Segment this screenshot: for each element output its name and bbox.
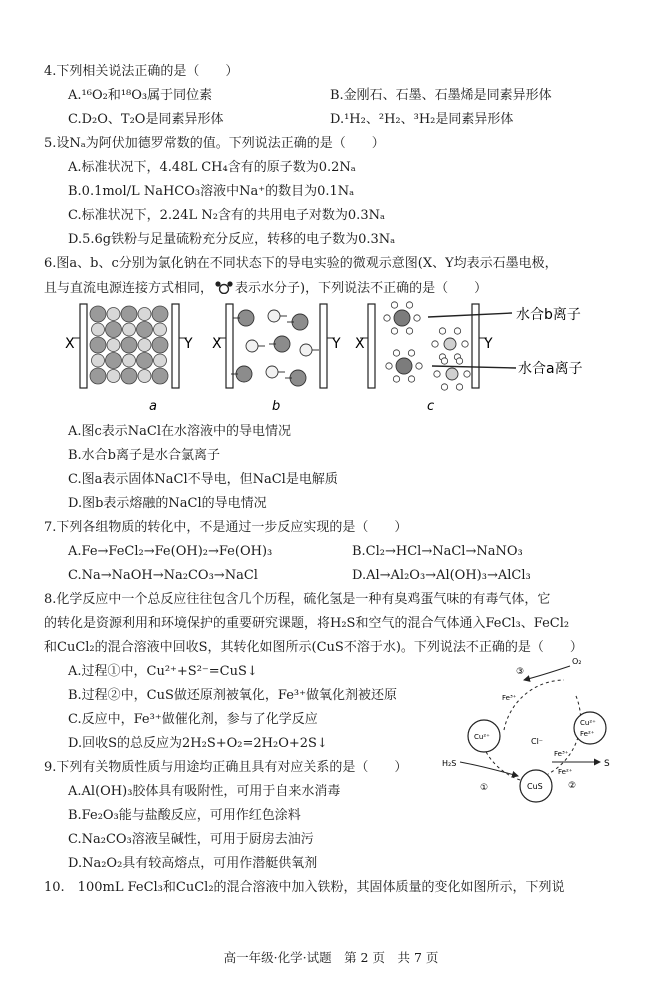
- electrode-y-label-b: Y: [332, 336, 341, 352]
- lattice-ion-large: [152, 337, 168, 353]
- q4-option-d: D.¹H₂、²H₂、³H₂是同素异形体: [330, 112, 514, 127]
- mobile-ion-small: [268, 310, 280, 322]
- q6-option-d: D.图b表示熔融的NaCl的导电情况: [68, 496, 267, 511]
- q5-option-d: D.5.6g铁粉与足量硫粉充分反应，转移的电子数为0.3Nₐ: [68, 232, 396, 247]
- q6-stem-line1: 6.图a、b、c分别为氯化钠在不同状态下的导电实验的微观示意图(X、Y均表示石墨电极，: [44, 256, 558, 271]
- q7-option-c: C.Na→NaOH→Na₂CO₃→NaCl: [68, 568, 258, 583]
- lattice-ion-large: [121, 337, 137, 353]
- lattice-ion-small: [138, 370, 151, 383]
- q6-option-a: A.图c表示NaCl在水溶液中的导电情况: [68, 424, 292, 439]
- h2s-arrow: [460, 762, 518, 776]
- mobile-ion-large: [274, 336, 290, 352]
- lattice-ion-large: [106, 353, 122, 369]
- q9-option-c: C.Na₂CO₃溶液呈碱性，可用于厨房去油污: [68, 832, 314, 847]
- cycle-arc-top: [504, 680, 564, 730]
- q9-option-b: B.Fe₂O₃能与盐酸反应，可用作红色涂料: [68, 808, 301, 823]
- hydrated-a-pointer: [432, 366, 516, 368]
- q6-stem-line2: [44, 280, 487, 297]
- water-molecule: [432, 341, 438, 347]
- water-molecule: [439, 328, 445, 334]
- q4-option-c: C.D₂O、T₂O是同素异形体: [68, 112, 224, 127]
- mobile-ion-large: [292, 314, 308, 330]
- water-molecule: [441, 358, 447, 364]
- q7-stem: 7.下列各组物质的转化中，不是通过一步反应实现的是（ ）: [44, 520, 408, 535]
- water-molecule: [464, 371, 470, 377]
- lattice-ion-large: [137, 322, 153, 338]
- figure-b: [218, 304, 335, 388]
- q5-option-b: B.0.1mol/L NaHCO₃溶液中Na⁺的数目为0.1Nₐ: [68, 184, 355, 199]
- q8-option-a: A.过程①中，Cu²⁺+S²⁻=CuS↓: [68, 664, 258, 679]
- q8-option-c: C.反应中，Fe³⁺做催化剂，参与了化学反应: [68, 712, 318, 727]
- electrode-y-label-a: Y: [184, 336, 193, 352]
- s-label: S: [604, 759, 610, 769]
- fe2-bottom-label: Fe²⁺: [558, 768, 573, 776]
- q5-option-c: C.标准状况下，2.24L N₂含有的共用电子对数为0.3Nₐ: [68, 208, 385, 223]
- water-molecule: [393, 350, 399, 356]
- cu-fe-ion-node: [574, 712, 606, 744]
- lattice-ion-small: [138, 308, 151, 321]
- q8-option-b: B.过程②中，CuS做还原剂被氧化，Fe³⁺做氧化剂被还原: [68, 688, 397, 703]
- mobile-ion-small: [246, 340, 258, 352]
- electrode-x-label-b: X: [212, 336, 222, 352]
- lattice-ion-large: [90, 306, 106, 322]
- electrode-right: [320, 304, 327, 388]
- hydrated-b-pointer: [428, 313, 512, 317]
- lattice-ion-small: [154, 323, 167, 336]
- lattice-ion-large: [137, 353, 153, 369]
- q9-stem: 9.下列有关物质性质与用途均正确且具有对应关系的是（ ）: [44, 760, 408, 775]
- lattice-ion-small: [107, 308, 120, 321]
- electrode-right: [472, 304, 479, 388]
- q8-option-d: D.回收S的总反应为2H₂S+O₂=2H₂O+2S↓: [68, 736, 328, 751]
- q6-option-b: B.水合b离子是水合氯离子: [68, 448, 221, 463]
- water-molecule: [391, 302, 397, 308]
- electrode-left: [368, 304, 375, 388]
- water-molecule: [456, 358, 462, 364]
- q10-stem: 10. 100mL FeCl₃和CuCl₂的混合溶液中加入铁粉，其固体质量的变化如图所示，下列说: [44, 880, 565, 895]
- lattice-ion-large: [152, 306, 168, 322]
- lattice-ion-small: [123, 354, 136, 367]
- mobile-ion-small: [300, 344, 312, 356]
- water-molecule: [408, 376, 414, 382]
- electrode-left: [80, 304, 87, 388]
- water-molecule: [441, 384, 447, 390]
- q5-stem: 5.设Nₐ为阿伏加德罗常数的值。下列说法正确的是（ ）: [44, 136, 385, 151]
- water-molecule: [456, 384, 462, 390]
- hydrated-b-label: 水合b离子: [516, 307, 581, 323]
- cl-label: Cl⁻: [531, 737, 544, 746]
- lattice-ion-small: [154, 354, 167, 367]
- figure-a: [72, 304, 187, 388]
- water-molecule: [386, 363, 392, 369]
- hydrated-ion-core: [444, 338, 456, 350]
- o2-arrow: [524, 666, 570, 680]
- lattice-ion-small: [138, 339, 151, 352]
- water-molecule: [408, 350, 414, 356]
- mobile-ion-large: [238, 310, 254, 326]
- hydrated-ion-core: [396, 358, 412, 374]
- h2s-label: H₂S: [442, 759, 457, 768]
- lattice-ion-large: [90, 368, 106, 384]
- lattice-ion-small: [107, 370, 120, 383]
- lattice-ion-large: [121, 368, 137, 384]
- lattice-ion-small: [123, 323, 136, 336]
- q7-option-d: D.Al→Al₂O₃→Al(OH)₃→AlCl₃: [352, 568, 531, 583]
- h2s-conversion-cycle-diagram: [440, 656, 640, 806]
- lattice-ion-large: [90, 337, 106, 353]
- electrode-x-label-a: X: [65, 336, 75, 352]
- page-footer: 高一年级·化学·试题 第 2 页 共 7 页: [223, 950, 439, 965]
- q9-option-a: A.Al(OH)₃胶体具有吸附性，可用于自来水消毒: [68, 784, 341, 799]
- fe3-bottom-label: Fe³⁺: [554, 750, 569, 758]
- lattice-ion-small: [92, 323, 105, 336]
- q6-stem-part1: 且与直流电源连接方式相同，: [44, 281, 214, 296]
- step1-label: ①: [480, 783, 489, 793]
- water-molecule: [416, 363, 422, 369]
- q4-option-b: B.金刚石、石墨、石墨烯是同素异形体: [330, 88, 552, 103]
- q7-option-b: B.Cl₂→HCl→NaCl→NaNO₃: [352, 544, 523, 559]
- fe3-top-label: Fe³⁺: [502, 694, 517, 702]
- water-molecule: [406, 302, 412, 308]
- nacl-conduction-diagram: [60, 300, 620, 418]
- q9-option-d: D.Na₂O₂具有较高熔点，可用作潜艇供氧剂: [68, 856, 318, 871]
- mobile-ion-large: [236, 366, 252, 382]
- electrode-y-label-c: Y: [484, 336, 493, 352]
- q7-option-a: A.Fe→FeCl₂→Fe(OH)₂→Fe(OH)₃: [68, 544, 273, 559]
- water-molecule: [462, 341, 468, 347]
- q8-stem-line3: 和CuCl₂的混合溶液中回收S，其转化如图所示(CuS不溶于水)。下列说法不正确的是（ ）: [44, 640, 583, 655]
- q4-stem: 4.下列相关说法正确的是（ ）: [44, 64, 239, 79]
- lattice-ion-large: [152, 368, 168, 384]
- o2-label: O₂: [572, 657, 582, 666]
- electrode-right: [172, 304, 179, 388]
- hydrated-ion-core: [446, 368, 458, 380]
- lattice-ion-small: [92, 354, 105, 367]
- water-molecule-icon: [213, 280, 235, 294]
- electrode-left: [226, 304, 233, 388]
- water-molecule: [414, 315, 420, 321]
- lattice-ion-large: [121, 306, 137, 322]
- q6-stem-part2: 表示水分子)，下列说法不正确的是（ ）: [235, 281, 488, 296]
- q4-option-a: A.¹⁶O₂和¹⁸O₃属于同位素: [68, 88, 213, 103]
- q5-option-a: A.标准状况下，4.48L CH₄含有的原子数为0.2Nₐ: [68, 160, 356, 175]
- q6-option-c: C.图a表示固体NaCl不导电，但NaCl是电解质: [68, 472, 338, 487]
- water-molecule: [391, 328, 397, 334]
- mobile-ion-large: [290, 370, 306, 386]
- water-molecule: [454, 328, 460, 334]
- figure-b-caption: b: [272, 399, 281, 414]
- water-molecule: [393, 376, 399, 382]
- lattice-ion-large: [106, 322, 122, 338]
- water-molecule: [384, 315, 390, 321]
- electrode-x-label-c: X: [355, 336, 365, 352]
- figure-c-caption: c: [427, 399, 435, 414]
- hydrated-a-label: 水合a离子: [518, 361, 583, 377]
- hydrated-ion-core: [394, 310, 410, 326]
- cu2-left-label: Cu²⁺: [474, 733, 490, 741]
- figure-a-caption: a: [149, 399, 157, 414]
- step2-label: ②: [568, 781, 577, 791]
- water-molecule: [434, 371, 440, 377]
- q8-stem-line2: 的转化是资源利用和环境保护的重要研究课题，将H₂S和空气的混合气体通入FeCl₃、FeCl₂: [44, 616, 570, 631]
- cus-label: CuS: [527, 782, 543, 791]
- cu2-right-label: Cu²⁺: [580, 719, 596, 727]
- mobile-ion-small: [266, 366, 278, 378]
- q8-stem-line1: 8.化学反应中一个总反应往往包含几个历程，硫化氢是一种有臭鸡蛋气味的有毒气体，它: [44, 592, 551, 607]
- step3-label: ③: [516, 667, 525, 677]
- lattice-ion-small: [107, 339, 120, 352]
- fe2-right-label: Fe²⁺: [580, 730, 595, 738]
- water-molecule: [406, 328, 412, 334]
